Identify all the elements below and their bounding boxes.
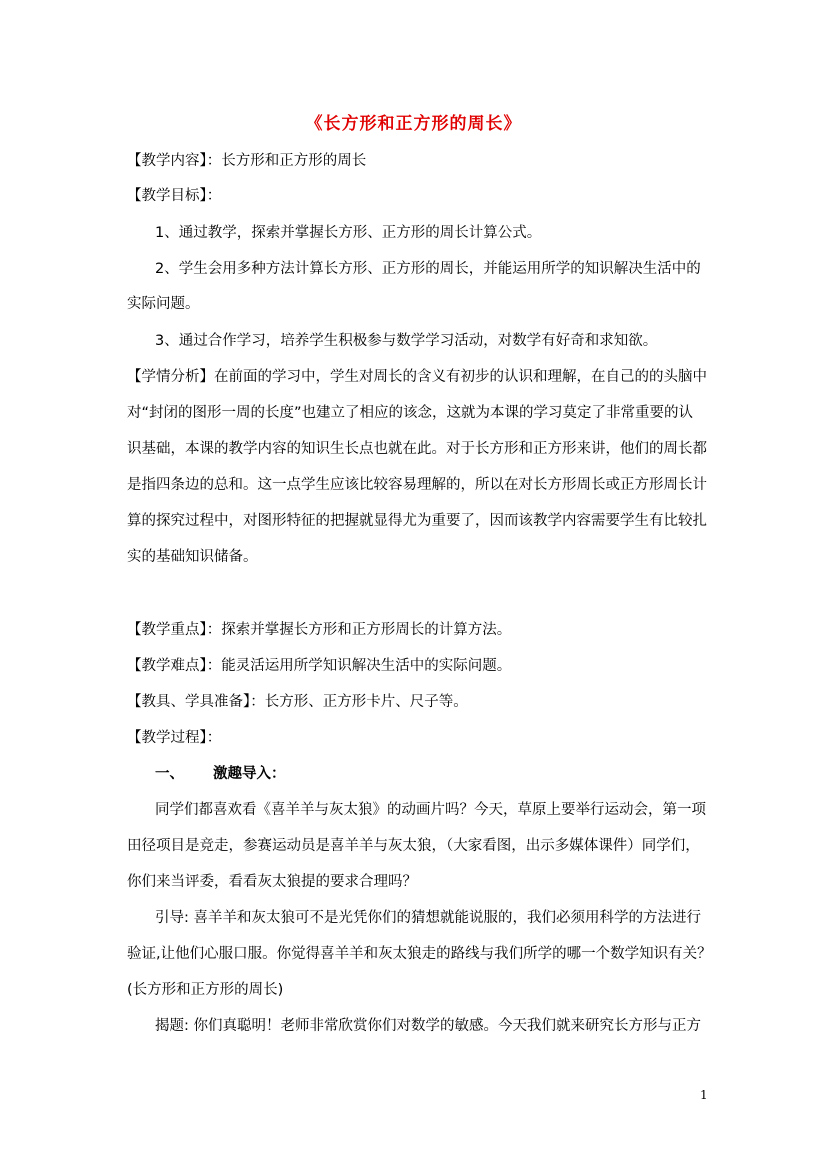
reveal-line-1: 揭题: 你们真聪明！老师非常欣赏你们对数学的敏感。今天我们就来研究长方形与正方 [155, 1018, 701, 1034]
analysis-line-5: 算的探究过程中，对图形特征的把握就显得尤为重要了，因而该教学内容需要学生有比较扎 [127, 513, 707, 529]
goal-2-cont: 实际问题。 [127, 296, 200, 312]
difficult-point: 【教学难点】：能灵活运用所学知识解决生活中的实际问题。 [127, 658, 512, 674]
analysis-line-6: 实的基础知识储备。 [127, 549, 258, 565]
intro-line-3: 你们来当评委，看看灰太狼提的要求合理吗？ [127, 874, 417, 890]
intro-line-2: 田径项目是竞走，参赛运动员是喜羊羊与灰太狼，（大家看图，出示多媒体课件）同学们， [127, 838, 700, 854]
analysis-line-3: 识基础，本课的教学内容的知识生长点也就在此。对于长方形和正方形来讲，他们的周长都 [127, 441, 707, 457]
goal-2: 2、学生会用多种方法计算长方形、正方形的周长，并能运用所学的知识解决生活中的 [155, 261, 701, 277]
document-title: 《长方形和正方形的周长》 [305, 114, 522, 134]
section-number: 一、 [155, 766, 184, 782]
process-heading: 【教学过程】： [127, 730, 222, 746]
teaching-content: 【教学内容】：长方形和正方形的周长 [127, 153, 367, 169]
goal-1: 1、通过教学，探索并掌握长方形、正方形的周长计算公式。 [155, 225, 542, 241]
teaching-goals-heading: 【教学目标】： [127, 188, 222, 204]
page-number: 1 [700, 1088, 708, 1102]
analysis-line-4: 是指四条边的总和。这一点学生应该比较容易理解的，所以在对长方形周长或正方形周长计 [127, 477, 707, 493]
section-title: 激趣导入： [213, 766, 286, 782]
analysis-line-2: 对“封闭的图形一周的长度”也建立了相应的该念，这就为本课的学习莫定了非常重要的认 [127, 405, 694, 421]
analysis-line-1: 【学情分析】在前面的学习中，学生对周长的含义有初步的认识和理解，在自己的的头脑中 [127, 369, 707, 385]
goal-3: 3、通过合作学习，培养学生积极参与数学学习活动，对数学有好奇和求知欲。 [155, 333, 658, 349]
key-point: 【教学重点】：探索并掌握长方形和正方形周长的计算方法。 [127, 622, 512, 638]
materials: 【教具、学具准备】：长方形、正方形卡片、尺子等。 [127, 694, 468, 710]
guide-line-3: (长方形和正方形的周长) [127, 982, 284, 998]
guide-line-1: 引导: 喜羊羊和灰太狼可不是光凭你们的猜想就能说服的，我们必须用科学的方法进行 [155, 910, 701, 926]
intro-line-1: 同学们都喜欢看《喜羊羊与灰太狼》的动画片吗？今天，草原上要举行运动会，第一项 [155, 802, 706, 818]
guide-line-2: 验证,让他们心服口服。你觉得喜羊羊和灰太狼走的路线与我们所学的哪一个数学知识有关？ [127, 946, 712, 962]
